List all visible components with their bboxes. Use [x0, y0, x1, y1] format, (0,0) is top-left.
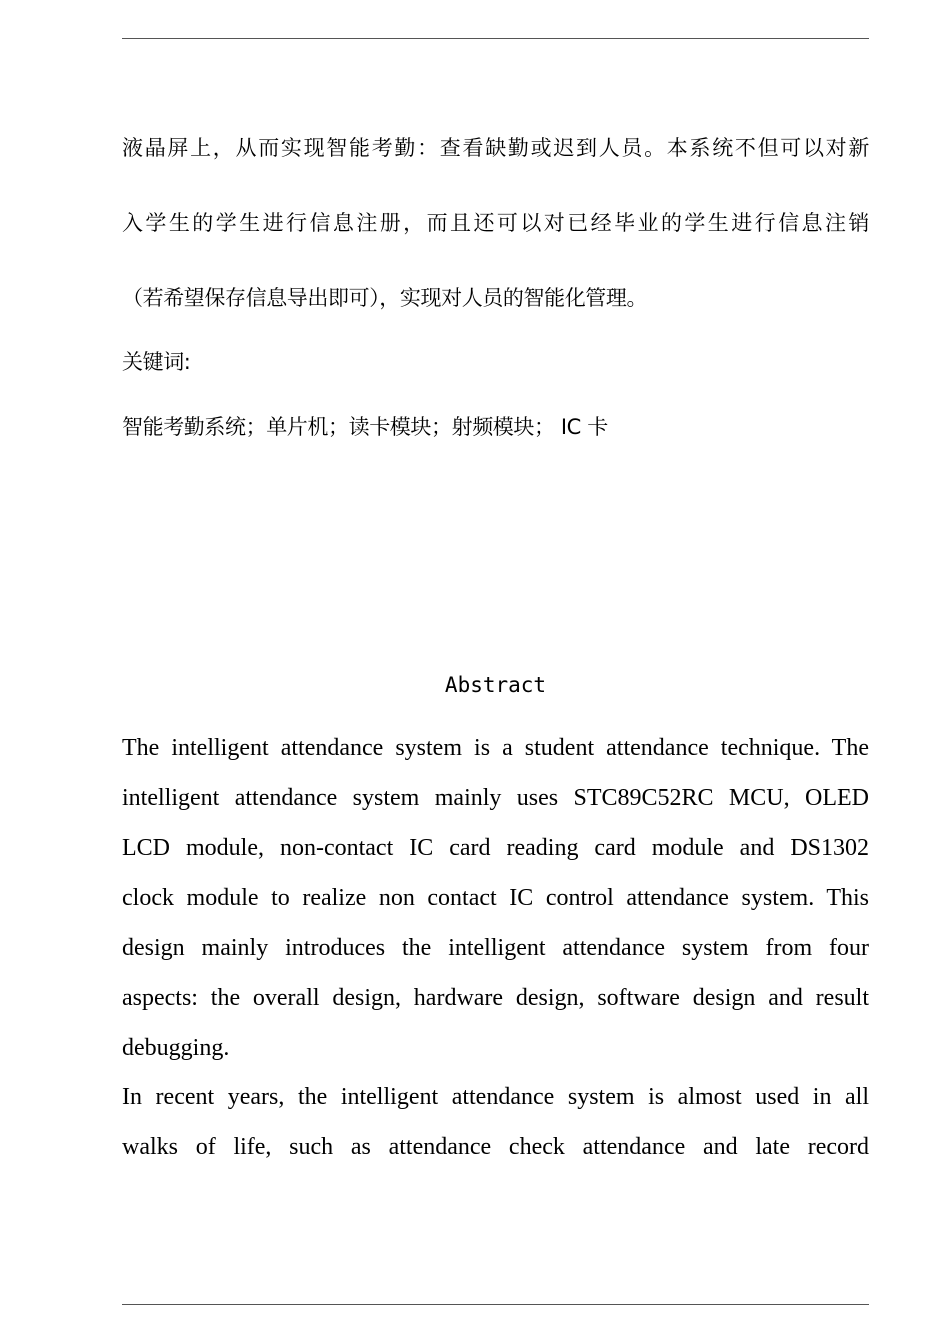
- abstract-para2-line: walks of life, such as attendance check attendance and late record: [122, 1134, 869, 1160]
- abstract-para1-line: The intelligent attendance system is a student attendance technique. The: [122, 735, 869, 761]
- chinese-body-line-2: 入学生的学生进行信息注册，而且还可以对已经毕业的学生进行信息注销: [122, 211, 869, 235]
- abstract-heading: Abstract: [444, 673, 547, 697]
- abstract-para1-line: intelligent attendance system mainly uses STC89C52RC MCU, OLED: [122, 785, 869, 811]
- abstract-para1-line: LCD module, non-contact IC card reading card module and DS1302: [122, 835, 869, 861]
- keywords-list: 智能考勤系统；单片机；读卡模块；射频模块； IC 卡: [122, 415, 608, 439]
- abstract-para1-line: design mainly introduces the intelligent attendance system from four: [122, 935, 869, 961]
- footer-rule: [122, 1304, 869, 1305]
- keywords-label: 关键词:: [122, 350, 191, 374]
- header-rule: [122, 38, 869, 39]
- abstract-para1-line: aspects: the overall design, hardware design, software design and result: [122, 985, 869, 1011]
- abstract-para1-line: clock module to realize non contact IC control attendance system. This: [122, 885, 869, 911]
- abstract-para1-line: debugging.: [122, 1035, 230, 1061]
- chinese-body-line-3: （若希望保存信息导出即可），实现对人员的智能化管理。: [122, 286, 648, 310]
- abstract-para2-line: In recent years, the intelligent attendance system is almost used in all: [122, 1084, 869, 1110]
- chinese-body-line-1: 液晶屏上，从而实现智能考勤：查看缺勤或迟到人员。本系统不但可以对新: [122, 136, 869, 160]
